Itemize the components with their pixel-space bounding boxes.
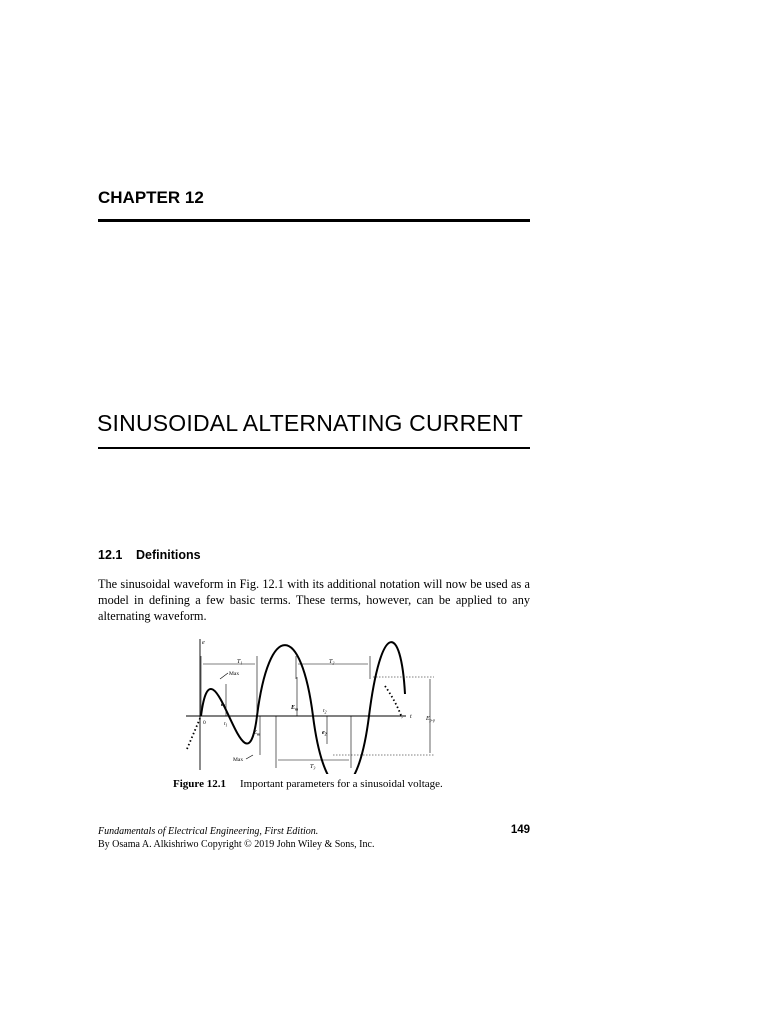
sinusoid-figure (180, 634, 450, 774)
max-top-label: Max (229, 671, 240, 677)
t-axis-label: t (410, 714, 412, 720)
section-title: Definitions (136, 548, 201, 562)
e-axis-label: e (202, 640, 205, 646)
origin-label: 0 (203, 720, 206, 726)
page-footer (98, 825, 530, 851)
wave-dotted-start (187, 716, 201, 749)
page-number: 149 (510, 824, 530, 836)
e2-label: $e_2$ (322, 730, 327, 737)
chapter-label: CHAPTER 12 (98, 188, 204, 207)
sine-wave (201, 642, 405, 774)
t1-label: $T_1$ (237, 659, 243, 666)
figure-caption (173, 778, 443, 790)
t3-label: $T_3$ (310, 764, 316, 771)
sinusoid-diagram (180, 634, 450, 774)
caption-number: Figure 12.1 (173, 778, 226, 790)
max-bottom-label: Max (233, 757, 244, 763)
footer-book-title: Fundamentals of Electrical Engineering, First Edition. (98, 826, 319, 837)
chapter-rule (98, 219, 530, 222)
epp-label: $E_{p-p}$ (426, 716, 436, 723)
em-top-label: $E_m$ (291, 705, 299, 712)
t2-point-label: $t_2$ (323, 708, 327, 715)
wave-dotted-end (385, 686, 402, 718)
title-rule (98, 447, 530, 449)
t2-label: $T_2$ (329, 659, 335, 666)
max-bottom-pointer (246, 755, 253, 759)
t1-point-label: $t_1$ (224, 721, 228, 728)
section-heading (98, 548, 201, 562)
e1-label: $e_1$ (221, 702, 226, 709)
footer-copyright: By Osama A. Alkishriwo Copyright © 2019 John Wiley & Sons, Inc. (98, 839, 375, 850)
caption-text: Important parameters for a sinusoidal voltage. (239, 778, 443, 790)
body-paragraph: The sinusoidal waveform in Fig. 12.1 with its additional notation will now be used as a model in defining a few basic terms. These terms, however, can be applied to any alternating waveform. (98, 577, 530, 623)
max-top-pointer (220, 673, 228, 679)
em-bottom-label: $E_m$ (253, 730, 261, 737)
chapter-title: SINUSOIDAL ALTERNATING CURRENT (97, 410, 524, 436)
section-number: 12.1 (98, 548, 123, 562)
